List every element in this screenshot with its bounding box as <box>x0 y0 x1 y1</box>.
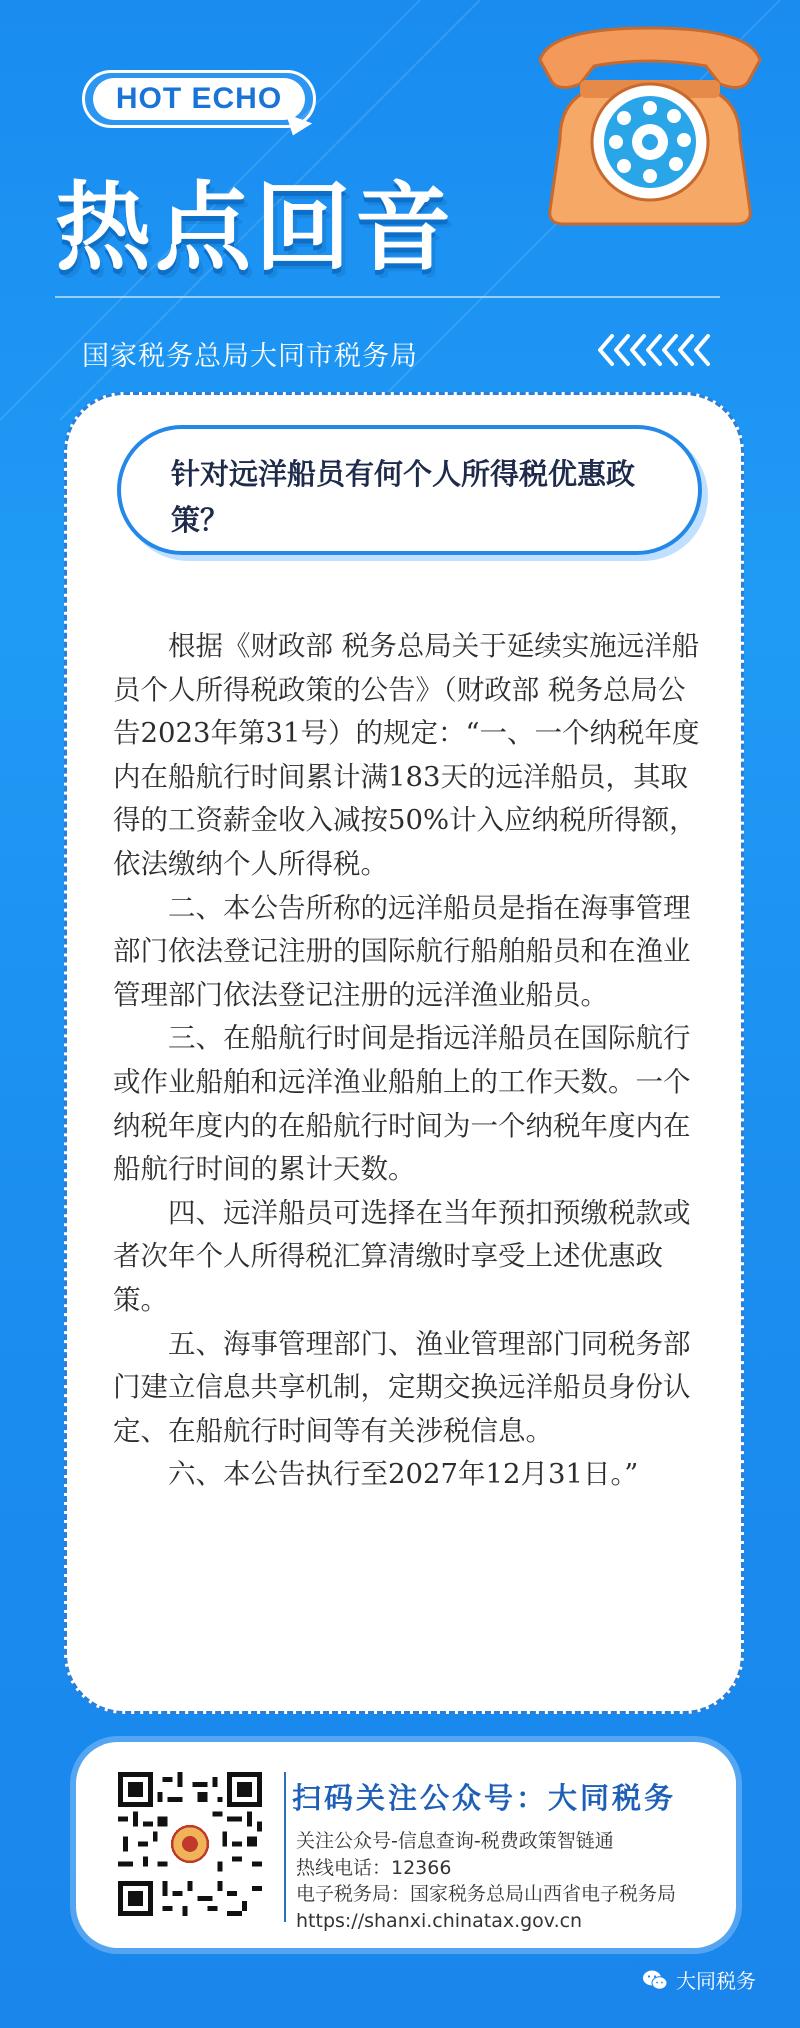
wechat-watermark <box>642 1965 756 1994</box>
bureau-name: 国家税务总局大同市税务局 <box>82 341 418 372</box>
footer-panel <box>76 1742 736 1948</box>
info-line: 电子税务局：国家税务总局山西省电子税务局 <box>296 1883 677 1905</box>
hotline: 热线电话：12366 <box>296 1856 452 1879</box>
chevron-left-icon <box>596 330 722 370</box>
paragraph: 三、在船航行时间是指远洋船员在国际航行或作业船舶和远洋渔业船舶上的工作天数。一个纳税年度内的在船航行时间为一个纳税年度内在船航行时间的累计天数。 <box>113 1022 691 1186</box>
answer-text <box>113 625 703 1497</box>
question-box: 针对远洋船员有何个人所得税优惠政策？ <box>117 425 702 555</box>
content-card <box>64 392 744 1714</box>
wechat-icon <box>642 1969 668 1991</box>
page-title: 热点回音 <box>55 172 455 284</box>
account-name: 大同税务 <box>676 1969 756 1993</box>
contact-info <box>296 1828 676 1934</box>
scan-title: 扫码关注公众号：大同税务 <box>292 1781 677 1815</box>
website-link[interactable]: https://shanxi.chinatax.gov.cn <box>296 1909 583 1932</box>
header-divider <box>55 296 720 298</box>
paragraph: 六、本公告执行至2027年12月31日。” <box>168 1458 639 1491</box>
info-line: 关注公众号-信息查询-税费政策智链通 <box>296 1830 614 1852</box>
paragraph: 五、海事管理部门、渔业管理部门同税务部门建立信息共享机制，定期交换远洋船员身份认定、在船航行时间等有关涉税信息。 <box>113 1327 691 1447</box>
footer-divider <box>284 1772 286 1922</box>
hot-echo-badge <box>82 70 316 128</box>
telephone-icon <box>520 20 780 230</box>
paragraph: 四、远洋船员可选择在当年预扣预缴税款或者次年个人所得税汇算清缴时享受上述优惠政策。 <box>113 1196 691 1316</box>
paragraph: 二、本公告所称的远洋船员是指在海事管理部门依法登记注册的国际航行船舶船员和在渔业管理部门依法登记注册的远洋渔业船员。 <box>113 891 691 1011</box>
qr-code-icon[interactable] <box>118 1772 262 1916</box>
paragraph: 根据《财政部 税务总局关于延续实施远洋船员个人所得税政策的公告》（财政部 税务总局公告2023年第31号）的规定：“一、一个纳税年度内在船航行时间累计满183天的远洋船员，其取得的工资薪金收入减按50%计入应纳税所得额，依法缴纳个人所得税。 <box>113 630 700 880</box>
hot-echo-label: HOT ECHO <box>93 78 305 120</box>
